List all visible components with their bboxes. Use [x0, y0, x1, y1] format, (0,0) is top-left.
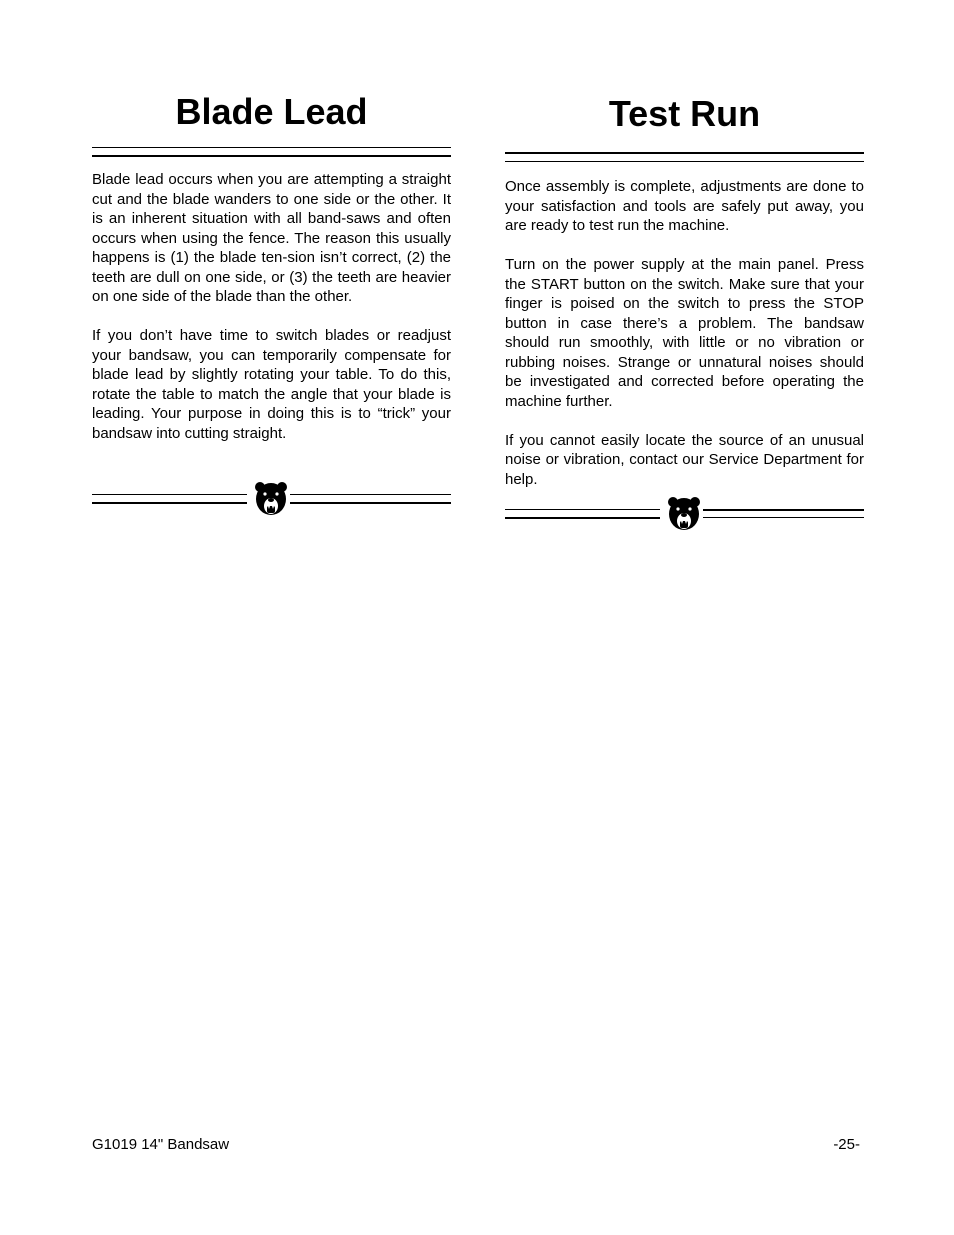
divider-line — [92, 502, 247, 504]
divider-line — [505, 509, 660, 510]
section-end-divider — [505, 494, 864, 534]
section-end-divider — [92, 479, 451, 519]
paragraph: If you don’t have time to switch blades or readjust your bandsaw, you can temporarily compensate for blade lead by slightly rotating your table. To do this, rotate the table to match the angle that your blade is leading. Your purpose in doing this is to “trick” your bandsaw into cutting straight. — [92, 327, 451, 442]
footer-page-number: -25- — [833, 1136, 860, 1153]
divider-line — [290, 494, 451, 495]
bear-head-icon — [251, 479, 291, 519]
section-title-blade-lead: Blade Lead — [175, 91, 368, 132]
title-rule-thick — [92, 155, 451, 157]
divider-line — [92, 494, 247, 495]
divider-line — [703, 509, 864, 511]
divider-line — [290, 502, 451, 504]
title-rule-thin — [505, 161, 864, 162]
paragraph: If you cannot easily locate the source of an unusual noise or vibration, contact our Service Department for help. — [505, 431, 864, 488]
footer-model: G1019 14" Bandsaw — [92, 1136, 230, 1153]
section-title-test-run: Test Run — [608, 93, 761, 134]
divider-line — [505, 517, 660, 519]
title-rule-thick — [505, 152, 864, 154]
title-rule-thin — [92, 147, 451, 148]
paragraph: Blade lead occurs when you are attempting a straight cut and the blade wanders to one side or the other. It is an inherent situation with all band-saws and often occurs when using the fence. The reason this usually happens is (1) the blade ten-sion isn’t correct, (2) the teeth are dull on one side, or (3) the teeth are heavier on one side of the blade than the other. — [92, 171, 451, 305]
test-run-body — [505, 177, 864, 509]
bear-head-icon — [664, 494, 704, 534]
divider-line — [703, 517, 864, 518]
paragraph: Turn on the power supply at the main panel. Press the START button on the switch. Make sure that your finger is poised on the switch to press the STOP button in case there’s a problem. The bandsaw should run smoothly, with little or no vibration or rubbing noises. Strange or unnatural noises should be investigated and corrected before operating the machine further. — [505, 256, 864, 410]
blade-lead-body — [92, 170, 451, 463]
paragraph: Once assembly is complete, adjustments are done to your satisfaction and tools are safely put away, you are ready to test run the machine. — [505, 178, 864, 234]
